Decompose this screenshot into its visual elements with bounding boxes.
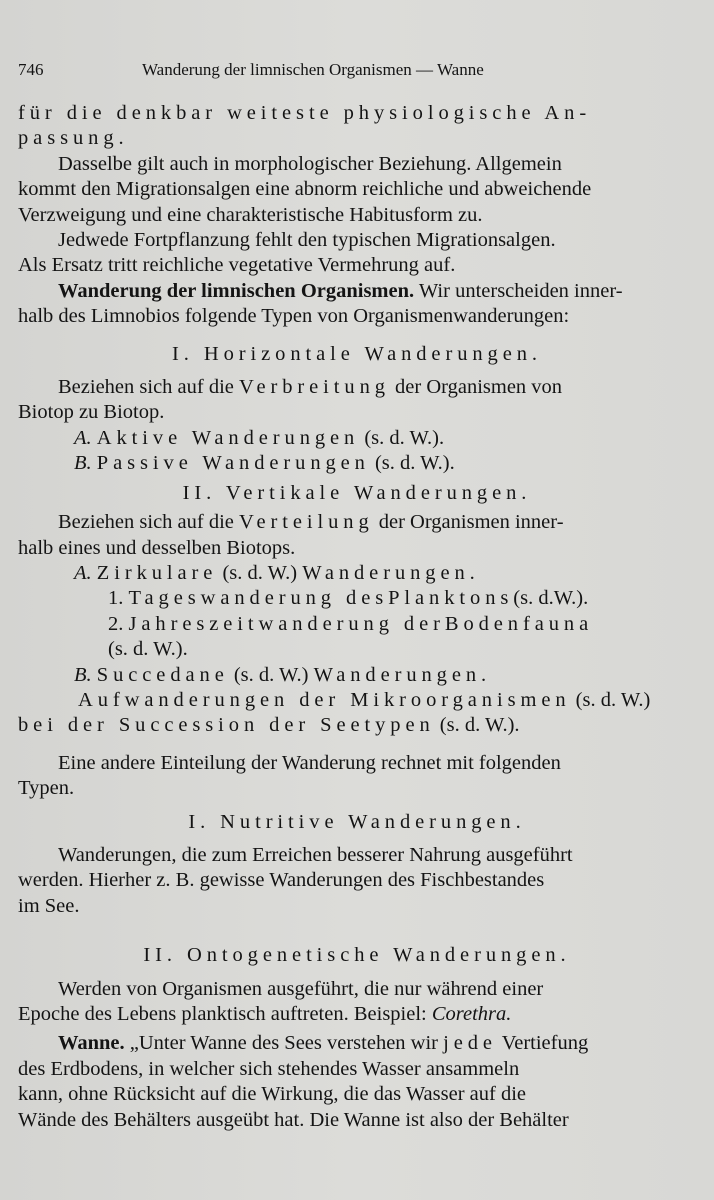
paragraph-other-classification: Eine andere Einteilung der Wanderung rechnet mit folgenden Typen. [18, 751, 561, 800]
list-item-vertical-b: B. Succedane (s. d. W.) Wanderungen. [74, 663, 492, 686]
section-heading-horizontal: I. Horizontale Wanderungen. [172, 342, 542, 365]
body-text [18, 101, 696, 1133]
page-number: 746 [18, 60, 44, 79]
entry-term: Wanderung der limnischen Organismen. [58, 279, 415, 302]
paragraph-ontogenetic: Werden von Organismen ausgeführt, die nur während einer Epoche des Lebens planktisch auftreten. Beispiel: Corethra. [18, 977, 544, 1025]
list-item-vertical-a1: 1. Tageswanderung desPlanktons(s. d.W.). [108, 587, 589, 610]
list-item-vertical-a2: 2. Jahreszeitwanderung derBodenfauna (s. d. W.). [108, 612, 594, 661]
paragraph-morphology: Dasselbe gilt auch in morphologischer Beziehung. Allgemein kommt den Migrationsalgen eine abnorm reichliche und abweichende Verzweigung und eine charakteristische Habitusform zu. [18, 152, 592, 226]
section-heading-vertical: II. Vertikale Wanderungen. [182, 481, 532, 504]
paragraph-reproduction: Jedwede Fortpflanzung fehlt den typischen Migrationsalgen. Als Ersatz tritt reichliche vegetative Vermehrung auf. [18, 229, 556, 277]
paragraph-vertical: Beziehen sich auf die Verteilung der Organismen inner- halb eines und desselben Biotops. [18, 511, 564, 559]
section-heading-nutritive: I. Nutritive Wanderungen. [188, 810, 526, 833]
section-heading-ontogenetic: II. Ontogenetische Wanderungen. [143, 944, 571, 967]
running-title: Wanderung der limnischen Organismen — Wanne [142, 60, 484, 79]
entry-term: Wanne. [58, 1032, 125, 1055]
paragraph-horizontal: Beziehen sich auf die Verbreitung der Organismen von Biotop zu Biotop. [18, 376, 563, 424]
list-item-horizontal-a: A. Aktive Wanderungen (s. d. W.). [74, 426, 445, 449]
list-item-vertical-b-detail: Aufwanderungen der Mikroorganismen (s. d. W.) bei der Succession der Seetypen (s. d. W.). [18, 688, 651, 737]
paragraph-continuation: für die denkbar weiteste physiologische An- passung. [18, 102, 592, 150]
paragraph-nutritive: Wanderungen, die zum Erreichen besserer Nahrung ausgeführt werden. Hierher z. B. gewisse Wanderungen des Fischbestandes im See. [18, 843, 573, 917]
list-item-vertical-a: A. Zirkulare (s. d. W.) Wanderungen. [74, 561, 480, 584]
entry-wanderung: Wanderung der limnischen Organismen. Wir unterscheiden inner- halb des Limnobios folgende Typen von Organismenwanderungen: [18, 279, 623, 328]
entry-wanne: Wanne. „Unter Wanne des Sees verstehen wir jede Vertiefung des Erdbodens, in welcher sich stehendes Wasser ansammeln kann, ohne Rücksicht auf die Wirkung, die das Wasser auf die Wände des Behälters ausgeübt hat. Die Wanne ist also der Behälter [18, 1032, 589, 1131]
list-item-horizontal-b: B. Passive Wanderungen (s. d. W.). [74, 452, 455, 475]
running-header [18, 60, 696, 88]
